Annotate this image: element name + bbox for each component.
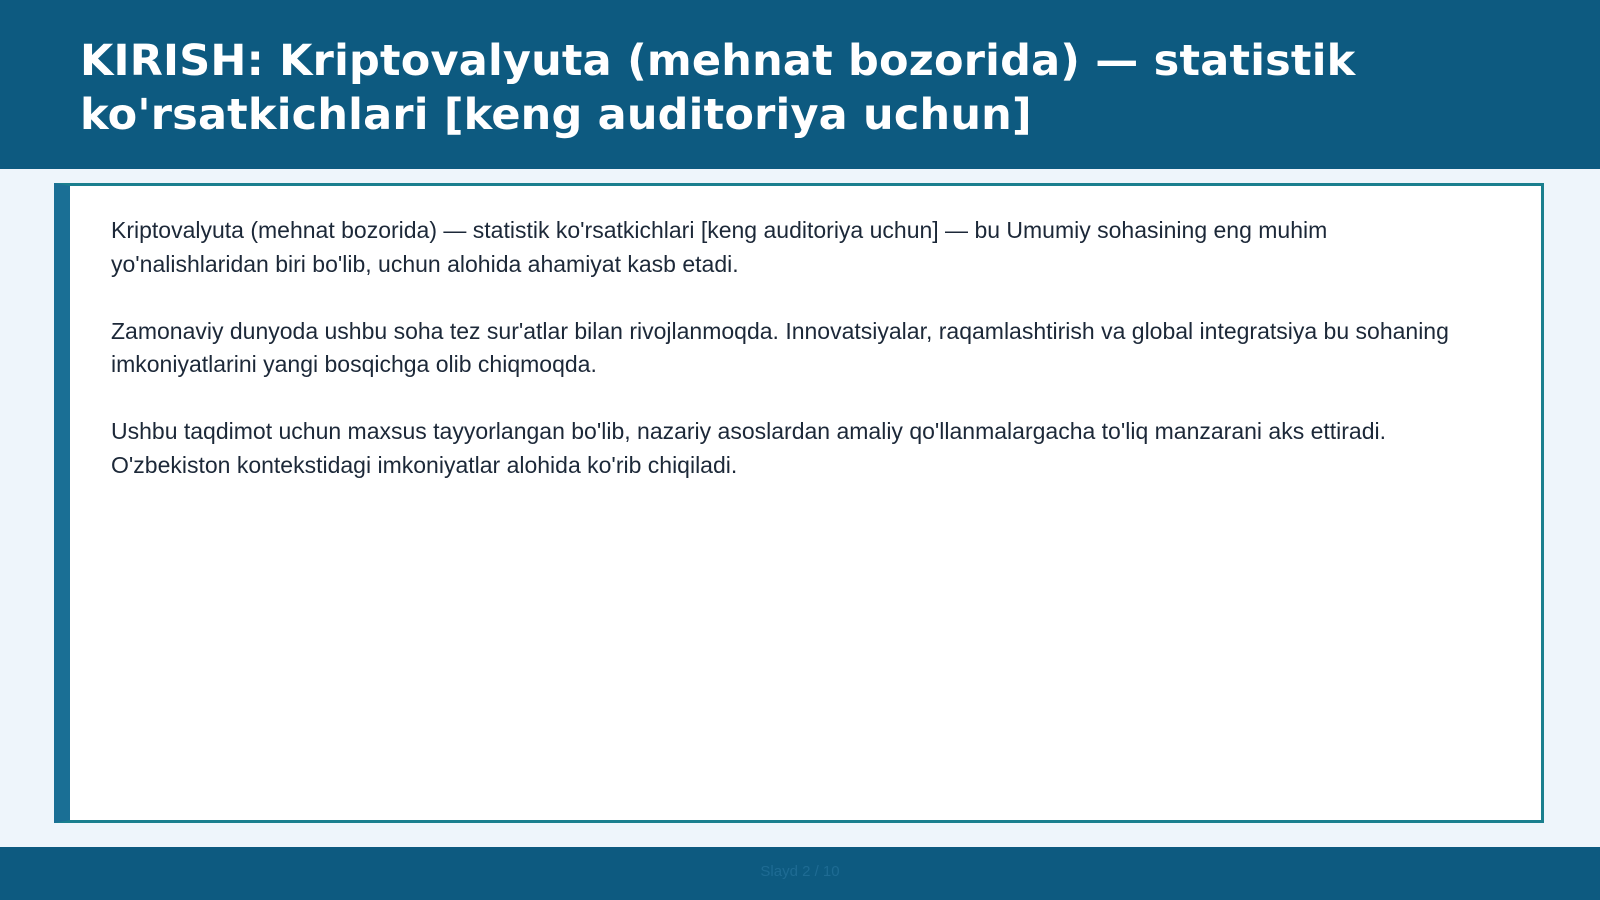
paragraph-presentation: Ushbu taqdimot uchun maxsus tayyorlangan bo'lib, nazariy asoslardan amaliy qo'llanmalargacha to'liq manzarani aks ettiradi. O'zbekiston kontekstidagi imkoniyatlar alohida ko'rib chiqiladi. bbox=[111, 418, 1387, 478]
title-bar bbox=[0, 0, 1600, 169]
slide-number: Slayd 2 / 10 bbox=[760, 863, 840, 880]
footer-bar bbox=[0, 847, 1600, 900]
paragraph-intro: Kriptovalyuta (mehnat bozorida) — statistik ko'rsatkichlari [keng auditoriya uchun] — bu Umumiy sohasining eng muhim yo'nalishlaridan biri bo'lib, uchun alohida ahamiyat kasb etadi. bbox=[111, 217, 1328, 277]
content-body bbox=[111, 214, 1491, 516]
slide-title: KIRISH: Kriptovalyuta (mehnat bozorida) — statistik ko'rsatkichlari [keng auditoriya uchun] bbox=[80, 36, 1356, 140]
paragraph-modern-world: Zamonaviy dunyoda ushbu soha tez sur'atlar bilan rivojlanmoqda. Innovatsiyalar, raqamlashtirish va global integratsiya bu sohaning imkoniyatlarini yangi bosqichga olib chiqmoqda. bbox=[111, 317, 1449, 377]
